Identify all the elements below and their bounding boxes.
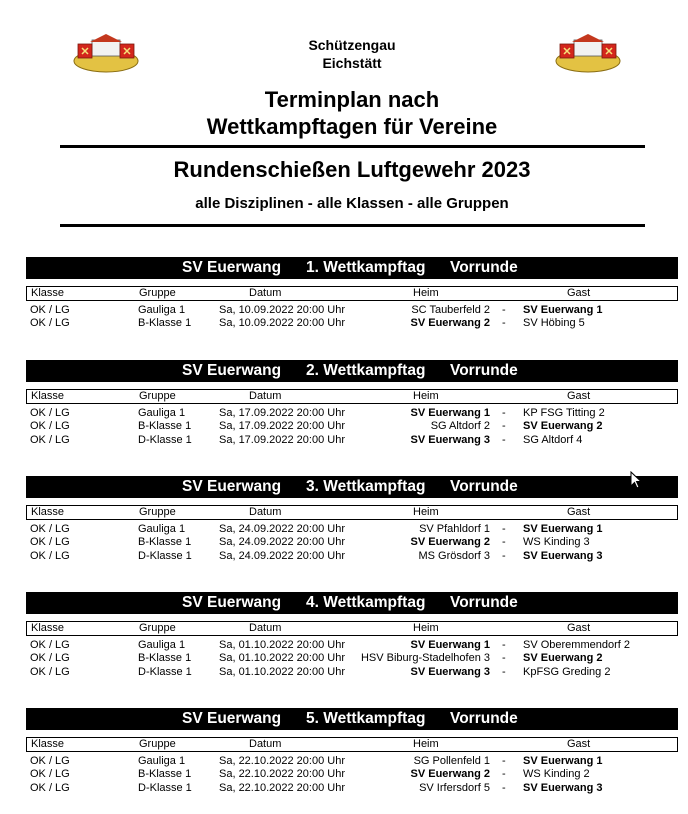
match-row: [26, 407, 678, 420]
match-separator: -: [502, 304, 506, 316]
match-separator: -: [502, 536, 506, 549]
section-club: SV Euerwang: [182, 362, 282, 379]
match-heim: SV Euerwang 1: [410, 407, 490, 419]
match-separator: -: [502, 433, 506, 446]
match-gruppe: D-Klasse 1: [138, 665, 192, 678]
org-line-2: Eichstätt: [322, 55, 382, 71]
match-separator: -: [502, 420, 506, 433]
column-header-klasse: Klasse: [31, 287, 65, 299]
match-row: [26, 550, 678, 563]
match-gruppe: B-Klasse 1: [138, 768, 192, 781]
match-gast: WS Kinding 3: [523, 536, 590, 549]
match-datum: Sa, 10.09.2022 20:00 Uhr: [219, 304, 345, 316]
match-row: [26, 536, 678, 549]
column-header-klasse: Klasse: [31, 390, 65, 402]
match-separator: -: [502, 652, 506, 665]
match-gruppe: Gauliga 1: [138, 407, 186, 419]
column-header-gast: Gast: [567, 506, 591, 518]
mouse-pointer-icon: [630, 471, 642, 489]
match-heim: HSV Biburg-Stadelhofen 3: [360, 652, 490, 665]
column-header-row: [26, 505, 678, 520]
match-gast: SV Euerwang 1: [523, 755, 603, 767]
section-round: Vorrunde: [450, 478, 518, 495]
column-header-klasse: Klasse: [31, 506, 65, 518]
match-row: [26, 666, 678, 679]
match-list: [26, 636, 678, 679]
match-datum: Sa, 01.10.2022 20:00 Uhr: [219, 652, 345, 665]
wettkampftag-section: [26, 476, 678, 563]
match-gast: SV Euerwang 3: [523, 781, 603, 794]
match-gruppe: Gauliga 1: [138, 639, 186, 651]
match-datum: Sa, 24.09.2022 20:00 Uhr: [219, 549, 345, 562]
column-header-datum: Datum: [249, 287, 282, 299]
column-header-gruppe: Gruppe: [139, 622, 176, 634]
match-klasse: OK / LG: [30, 433, 70, 446]
match-row: [26, 420, 678, 433]
match-klasse: OK / LG: [30, 549, 70, 562]
match-heim: MS Grösdorf 3: [418, 549, 490, 562]
match-gast: SV Euerwang 2: [523, 652, 603, 665]
competition-title: Rundenschießen Luftgewehr 2023: [173, 157, 531, 182]
match-gast: SV Euerwang 1: [523, 523, 603, 535]
match-gruppe: Gauliga 1: [138, 755, 186, 767]
match-separator: -: [502, 781, 506, 794]
match-row: [26, 652, 678, 665]
match-datum: Sa, 17.09.2022 20:00 Uhr: [219, 407, 345, 419]
match-klasse: OK / LG: [30, 652, 70, 665]
match-list: [26, 520, 678, 563]
match-gast: SV Euerwang 2: [523, 420, 603, 433]
title-line-2: Wettkampftagen für Vereine: [206, 114, 498, 139]
match-separator: -: [502, 665, 506, 678]
match-heim: SG Altdorf 2: [430, 420, 490, 433]
match-row: [26, 639, 678, 652]
match-klasse: OK / LG: [30, 420, 70, 433]
column-header-gruppe: Gruppe: [139, 287, 176, 299]
match-datum: Sa, 22.10.2022 20:00 Uhr: [219, 755, 345, 767]
match-heim: SV Pfahldorf 1: [419, 523, 490, 535]
match-gast: SV Oberemmendorf 2: [523, 639, 630, 651]
match-datum: Sa, 24.09.2022 20:00 Uhr: [219, 523, 345, 535]
match-separator: -: [502, 317, 506, 330]
match-separator: -: [502, 549, 506, 562]
match-datum: Sa, 17.09.2022 20:00 Uhr: [219, 420, 345, 433]
match-heim: SV Euerwang 3: [410, 433, 490, 446]
match-separator: -: [502, 755, 506, 767]
match-gruppe: B-Klasse 1: [138, 420, 192, 433]
column-header-heim: Heim: [413, 506, 439, 518]
match-gast: KpFSG Greding 2: [523, 665, 611, 678]
wettkampftag-section: [26, 708, 678, 795]
match-heim: SV Euerwang 2: [410, 317, 490, 330]
match-list: [26, 752, 678, 795]
column-header-datum: Datum: [249, 506, 282, 518]
match-row: [26, 755, 678, 768]
match-heim: SV Euerwang 3: [410, 665, 490, 678]
section-club: SV Euerwang: [182, 259, 282, 276]
column-header-heim: Heim: [413, 738, 439, 750]
match-row: [26, 768, 678, 781]
match-klasse: OK / LG: [30, 665, 70, 678]
match-heim: SV Euerwang 2: [410, 768, 490, 781]
match-separator: -: [502, 523, 506, 535]
section-header: [26, 360, 678, 382]
match-separator: -: [502, 768, 506, 781]
match-separator: -: [502, 639, 506, 651]
match-heim: SG Pollenfeld 1: [413, 755, 490, 767]
match-heim: SC Tauberfeld 2: [411, 304, 490, 316]
section-day: 5. Wettkampftag: [306, 710, 426, 727]
wettkampftag-section: [26, 592, 678, 679]
match-gast: SV Euerwang 3: [523, 549, 603, 562]
section-header: [26, 708, 678, 730]
column-header-gast: Gast: [567, 390, 591, 402]
title-line-1: Terminplan nach: [264, 87, 440, 112]
match-datum: Sa, 01.10.2022 20:00 Uhr: [219, 665, 345, 678]
section-day: 1. Wettkampftag: [306, 259, 426, 276]
section-round: Vorrunde: [450, 594, 518, 611]
organization-name: [0, 36, 688, 72]
match-klasse: OK / LG: [30, 523, 70, 535]
org-line-1: Schützengau: [308, 37, 396, 53]
section-club: SV Euerwang: [182, 478, 282, 495]
column-header-gruppe: Gruppe: [139, 738, 176, 750]
column-header-datum: Datum: [249, 390, 282, 402]
match-gruppe: D-Klasse 1: [138, 433, 192, 446]
wettkampftag-section: [26, 360, 678, 447]
section-round: Vorrunde: [450, 710, 518, 727]
match-klasse: OK / LG: [30, 536, 70, 549]
section-round: Vorrunde: [450, 362, 518, 379]
match-row: [26, 304, 678, 317]
column-header-row: [26, 737, 678, 752]
match-gruppe: Gauliga 1: [138, 523, 186, 535]
match-heim: SV Irfersdorf 5: [419, 781, 490, 794]
competition-scope: alle Disziplinen - alle Klassen - alle Gruppen: [195, 195, 509, 212]
match-datum: Sa, 01.10.2022 20:00 Uhr: [219, 639, 345, 651]
column-header-klasse: Klasse: [31, 622, 65, 634]
section-round: Vorrunde: [450, 259, 518, 276]
match-list: [26, 404, 678, 447]
match-gruppe: B-Klasse 1: [138, 317, 192, 330]
match-gruppe: Gauliga 1: [138, 304, 186, 316]
match-separator: -: [502, 407, 506, 419]
match-klasse: OK / LG: [30, 407, 70, 419]
section-club: SV Euerwang: [182, 594, 282, 611]
column-header-gast: Gast: [567, 287, 591, 299]
divider-bottom: [60, 224, 645, 227]
match-datum: Sa, 10.09.2022 20:00 Uhr: [219, 317, 345, 330]
match-klasse: OK / LG: [30, 639, 70, 651]
match-row: [26, 782, 678, 795]
column-header-row: [26, 389, 678, 404]
match-gruppe: B-Klasse 1: [138, 536, 192, 549]
document-title: [0, 86, 688, 140]
match-gast: SV Höbing 5: [523, 317, 585, 330]
column-header-gruppe: Gruppe: [139, 506, 176, 518]
match-klasse: OK / LG: [30, 768, 70, 781]
column-header-heim: Heim: [413, 287, 439, 299]
column-header-heim: Heim: [413, 622, 439, 634]
section-day: 4. Wettkampftag: [306, 594, 426, 611]
match-gast: WS Kinding 2: [523, 768, 590, 781]
column-header-klasse: Klasse: [31, 738, 65, 750]
column-header-row: [26, 621, 678, 636]
match-heim: SV Euerwang 2: [410, 536, 490, 549]
section-day: 2. Wettkampftag: [306, 362, 426, 379]
match-gast: KP FSG Titting 2: [523, 407, 605, 419]
column-header-gruppe: Gruppe: [139, 390, 176, 402]
match-gruppe: B-Klasse 1: [138, 652, 192, 665]
match-klasse: OK / LG: [30, 317, 70, 330]
match-gruppe: D-Klasse 1: [138, 549, 192, 562]
match-row: [26, 523, 678, 536]
match-row: [26, 317, 678, 330]
match-list: [26, 301, 678, 331]
match-heim: SV Euerwang 1: [410, 639, 490, 651]
divider-top: [60, 145, 645, 148]
wettkampftag-section: [26, 257, 678, 331]
column-header-gast: Gast: [567, 738, 591, 750]
column-header-datum: Datum: [249, 622, 282, 634]
match-datum: Sa, 22.10.2022 20:00 Uhr: [219, 768, 345, 781]
column-header-row: [26, 286, 678, 301]
match-datum: Sa, 22.10.2022 20:00 Uhr: [219, 781, 345, 794]
match-klasse: OK / LG: [30, 781, 70, 794]
match-klasse: OK / LG: [30, 304, 70, 316]
match-datum: Sa, 24.09.2022 20:00 Uhr: [219, 536, 345, 549]
match-gruppe: D-Klasse 1: [138, 781, 192, 794]
section-day: 3. Wettkampftag: [306, 478, 426, 495]
section-header: [26, 592, 678, 614]
match-datum: Sa, 17.09.2022 20:00 Uhr: [219, 433, 345, 446]
section-club: SV Euerwang: [182, 710, 282, 727]
column-header-heim: Heim: [413, 390, 439, 402]
section-header: [26, 476, 678, 498]
match-row: [26, 434, 678, 447]
section-header: [26, 257, 678, 279]
column-header-gast: Gast: [567, 622, 591, 634]
match-gast: SV Euerwang 1: [523, 304, 603, 316]
match-gast: SG Altdorf 4: [523, 433, 583, 446]
match-klasse: OK / LG: [30, 755, 70, 767]
column-header-datum: Datum: [249, 738, 282, 750]
